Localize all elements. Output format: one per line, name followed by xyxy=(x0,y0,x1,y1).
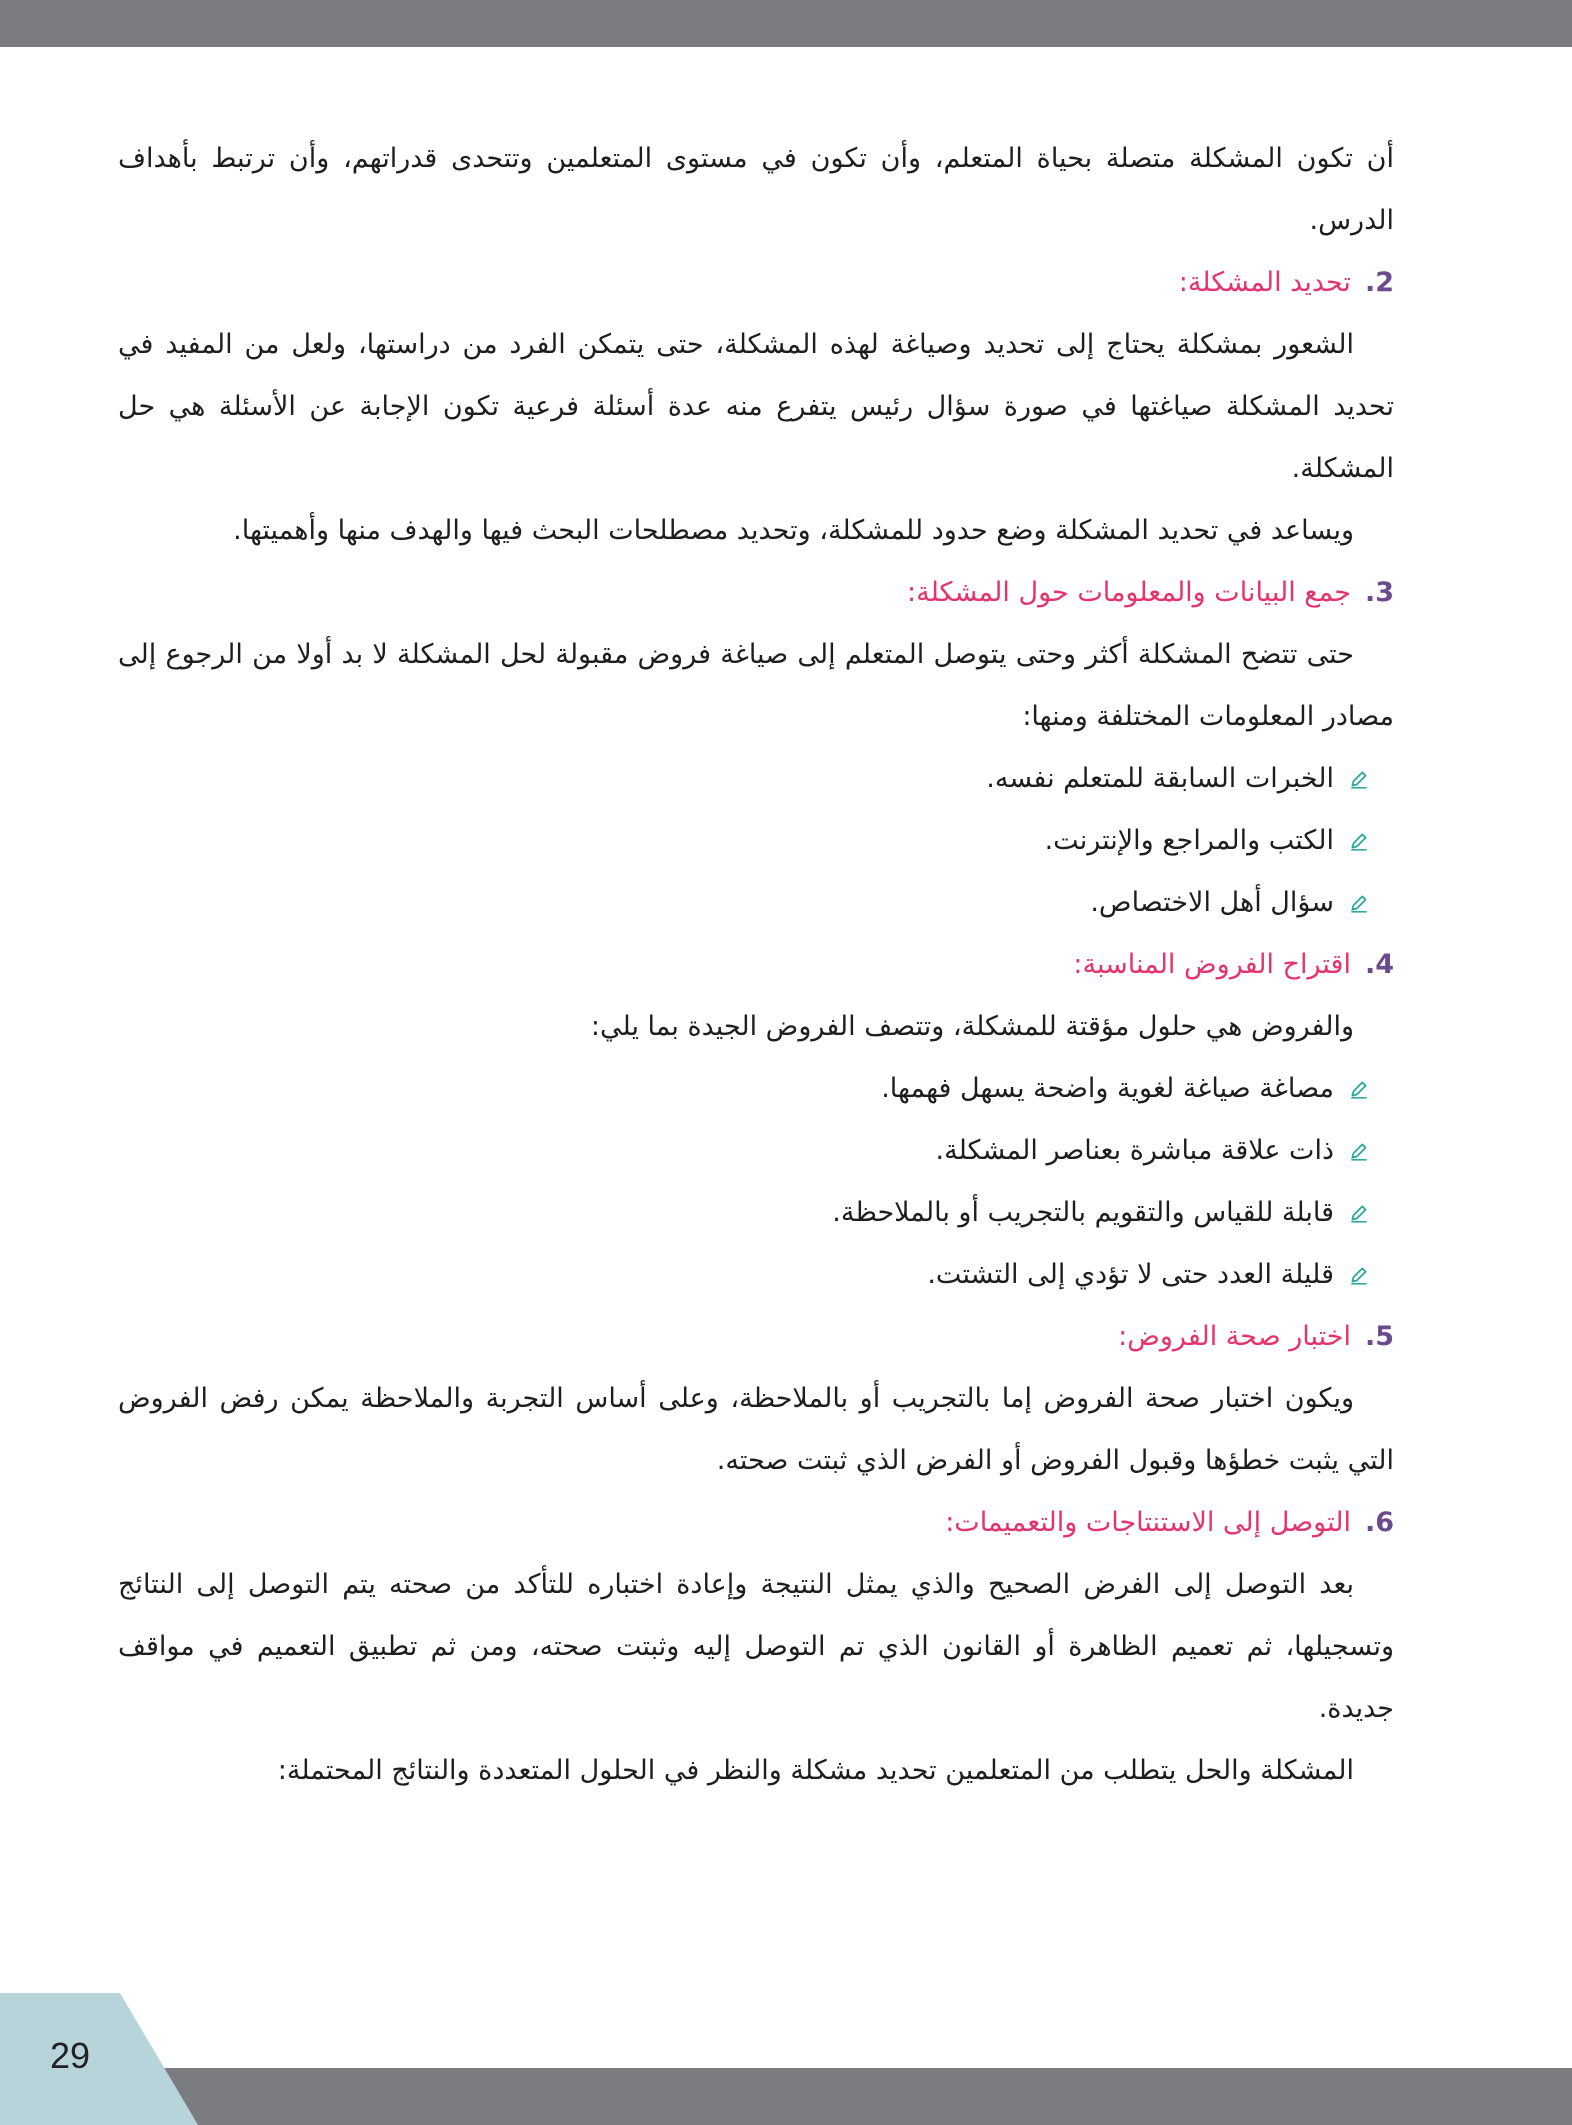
heading-hypotheses xyxy=(118,934,1394,996)
pencil-icon xyxy=(1348,1264,1370,1286)
heading-title: تحديد المشكلة: xyxy=(1178,267,1351,298)
top-bar xyxy=(0,0,1572,47)
list-item-text: الكتب والمراجع والإنترنت. xyxy=(1044,825,1334,856)
heading-title: اختبار صحة الفروض: xyxy=(1118,1321,1351,1352)
heading-number: .3 xyxy=(1364,577,1394,608)
sources-list xyxy=(118,748,1394,934)
pencil-icon xyxy=(1348,830,1370,852)
list-item xyxy=(118,1182,1394,1244)
bottom-bar xyxy=(0,2068,1572,2125)
closing-paragraph: المشكلة والحل يتطلب من المتعلمين تحديد مشكلة والنظر في الحلول المتعددة والنتائج المحتملة: xyxy=(277,1755,1354,1786)
conclusions-paragraph: بعد التوصل إلى الفرض الصحيح والذي يمثل النتيجة وإعادة اختباره للتأكد من صحته يتم التوصل إلى النتائج وتسجيلها، ثم تعميم الظاهرة أو القانون الذي تم التوصل إليه وثبتت صحته، ومن ثم تطبيق التعميم في مواقف جديدة. xyxy=(118,1569,1394,1724)
list-item xyxy=(118,872,1394,934)
define-paragraph-1: الشعور بمشكلة يحتاج إلى تحديد وصياغة لهذه المشكلة، حتى يتمكن الفرد من دراستها، ولعل من المفيد في تحديد المشكلة صياغتها في صورة سؤال رئيس يتفرع منه عدة أسئلة فرعية تكون الإجابة عن الأسئلة هي حل المشكلة. xyxy=(118,329,1394,484)
heading-title: التوصل إلى الاستنتاجات والتعميمات: xyxy=(945,1507,1351,1538)
list-item-text: قليلة العدد حتى لا تؤدي إلى التشتت. xyxy=(927,1259,1334,1290)
hypotheses-paragraph: والفروض هي حلول مؤقتة للمشكلة، وتتصف الفروض الجيدة بما يلي: xyxy=(590,1011,1354,1042)
heading-number: .5 xyxy=(1364,1321,1394,1352)
pencil-icon xyxy=(1348,892,1370,914)
heading-testing xyxy=(118,1306,1394,1368)
testing-paragraph: ويكون اختبار صحة الفروض إما بالتجريب أو بالملاحظة، وعلى أساس التجربة والملاحظة يمكن رفض الفروض التي يثبت خطؤها وقبول الفروض أو الفرض الذي ثبتت صحته. xyxy=(118,1383,1394,1476)
page-number-tab xyxy=(0,1993,198,2125)
list-item xyxy=(118,1244,1394,1306)
list-item xyxy=(118,748,1394,810)
hypotheses-list xyxy=(118,1058,1394,1306)
pencil-icon xyxy=(1348,768,1370,790)
heading-number: .2 xyxy=(1364,267,1394,298)
list-item-text: مصاغة صياغة لغوية واضحة يسهل فهمها. xyxy=(881,1073,1334,1104)
pencil-icon xyxy=(1348,1140,1370,1162)
intro-paragraph: أن تكون المشكلة متصلة بحياة المتعلم، وأن تكون في مستوى المتعلمين وتتحدى قدراتهم، وأن ترتبط بأهداف الدرس. xyxy=(118,143,1394,236)
pencil-icon xyxy=(1348,1078,1370,1100)
pencil-icon xyxy=(1348,1202,1370,1224)
list-item xyxy=(118,1058,1394,1120)
heading-title: اقتراح الفروض المناسبة: xyxy=(1073,949,1351,980)
list-item-text: قابلة للقياس والتقويم بالتجريب أو بالملاحظة. xyxy=(832,1197,1334,1228)
list-item xyxy=(118,810,1394,872)
page-number: 29 xyxy=(50,2035,91,2076)
heading-conclusions xyxy=(118,1492,1394,1554)
list-item-text: الخبرات السابقة للمتعلم نفسه. xyxy=(986,763,1334,794)
list-item-text: سؤال أهل الاختصاص. xyxy=(1090,887,1334,918)
list-item-text: ذات علاقة مباشرة بعناصر المشكلة. xyxy=(935,1135,1334,1166)
list-item xyxy=(118,1120,1394,1182)
page-content xyxy=(118,128,1394,1802)
heading-collect-data xyxy=(118,562,1394,624)
heading-define-problem xyxy=(118,252,1394,314)
heading-title: جمع البيانات والمعلومات حول المشكلة: xyxy=(907,577,1351,608)
collect-paragraph: حتى تتضح المشكلة أكثر وحتى يتوصل المتعلم إلى صياغة فروض مقبولة لحل المشكلة لا بد أولا من الرجوع إلى مصادر المعلومات المختلفة ومنها: xyxy=(118,639,1394,732)
heading-number: .6 xyxy=(1364,1507,1394,1538)
heading-number: .4 xyxy=(1364,949,1394,980)
define-paragraph-2: ويساعد في تحديد المشكلة وضع حدود للمشكلة، وتحديد مصطلحات البحث فيها والهدف منها وأهميتها. xyxy=(233,515,1354,546)
